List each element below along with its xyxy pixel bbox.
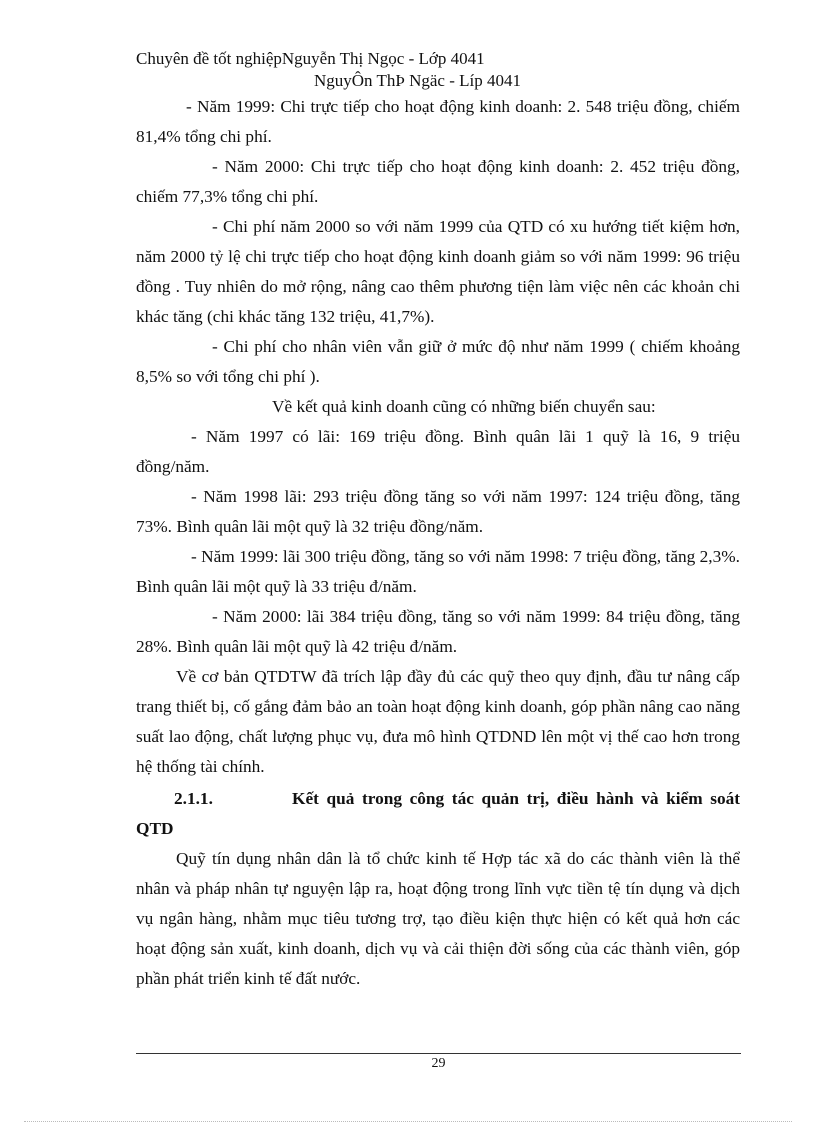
paragraph-summary: Về cơ bản QTDTW đã trích lập đầy đủ các quỹ theo quy định, đầu tư nâng cấp trang thiết bị, cố gắng đảm bảo an toàn hoạt động kinh doanh, góp phần nâng cao năng suất lao động, chất lượng phục vụ, đưa mô hình QTDND lên một vị thế cao hơn trong hệ thống tài chính. (136, 667, 740, 776)
paragraph-1999-profit: - Năm 1999: lãi 300 triệu đồng, tăng so với năm 1998: 7 triệu đồng, tăng 2,3%. Bình quân lãi một quỹ là 33 triệu đ/năm. (136, 547, 740, 596)
paragraph-2000-expense: - Năm 2000: Chi trực tiếp cho hoạt động kinh doanh: 2. 452 triệu đồng, chiếm 77,3% tổng chi phí. (136, 157, 740, 206)
paragraph-qtdnd-definition: Quỹ tín dụng nhân dân là tổ chức kinh tế Hợp tác xã do các thành viên là thể nhân và pháp nhân tự nguyện lập ra, hoạt động trong lĩnh vực tiền tệ tín dụng và dịch vụ ngân hàng, nhằm mục tiêu tương trợ, tạo điều kiện thực hiện có kết quả hơn các hoạt động sản xuất, kinh doanh, dịch vụ và cải thiện đời sống của các thành viên, góp phần phát triển kinh tế đất nước. (136, 849, 740, 988)
paragraph-1998-profit: - Năm 1998 lãi: 293 triệu đồng tăng so với năm 1997: 124 triệu đồng, tăng 73%. Bình quân lãi một quỹ là 32 triệu đồng/năm. (136, 487, 740, 536)
header-line-2: NguyÔn ThÞ Ngäc - Líp 4041 (314, 71, 521, 90)
paragraph-results-intro: Về kết quả kinh doanh cũng có những biến chuyển sau: (272, 397, 656, 416)
paragraph-expense-comparison: - Chi phí năm 2000 so với năm 1999 của QTD có xu hướng tiết kiệm hơn, năm 2000 tỷ lệ chi trực tiếp cho hoạt động kinh doanh giảm so với năm 1999: 96 triệu đồng . Tuy nhiên do mở rộng, nâng cao thêm phương tiện làm việc nên các khoản chi khác tăng (chi khác tăng 132 triệu, 41,7%). (136, 217, 740, 326)
header-line-1: Chuyên đề tốt nghiệpNguyễn Thị Ngọc - Lớp 4041 (136, 49, 485, 68)
page-bottom-dotted-border (24, 1121, 792, 1122)
paragraph-2000-profit: - Năm 2000: lãi 384 triệu đồng, tăng so với năm 1999: 84 triệu đồng, tăng 28%. Bình quân lãi một quỹ là 42 triệu đ/năm. (136, 607, 740, 656)
section-title: Kết quả trong công tác quản trị, điều hành và kiểm soát QTD (136, 789, 740, 838)
document-body (136, 92, 740, 994)
paragraph-staff-expense: - Chi phí cho nhân viên vẫn giữ ở mức độ như năm 1999 ( chiếm khoảng 8,5% so với tổng chi phí ). (136, 337, 740, 386)
section-number: 2.1.1. (174, 789, 213, 808)
page-number: 29 (431, 1056, 446, 1071)
paragraph-1999-expense: - Năm 1999: Chi trực tiếp cho hoạt động kinh doanh: 2. 548 triệu đồng, chiếm 81,4% tổng chi phí. (136, 97, 740, 146)
paragraph-1997-profit: - Năm 1997 có lãi: 169 triệu đồng. Bình quân lãi 1 quỹ là 16, 9 triệu đồng/năm. (136, 427, 740, 476)
footer-divider (136, 1053, 741, 1054)
section-heading (136, 784, 740, 844)
page-header (136, 48, 521, 92)
